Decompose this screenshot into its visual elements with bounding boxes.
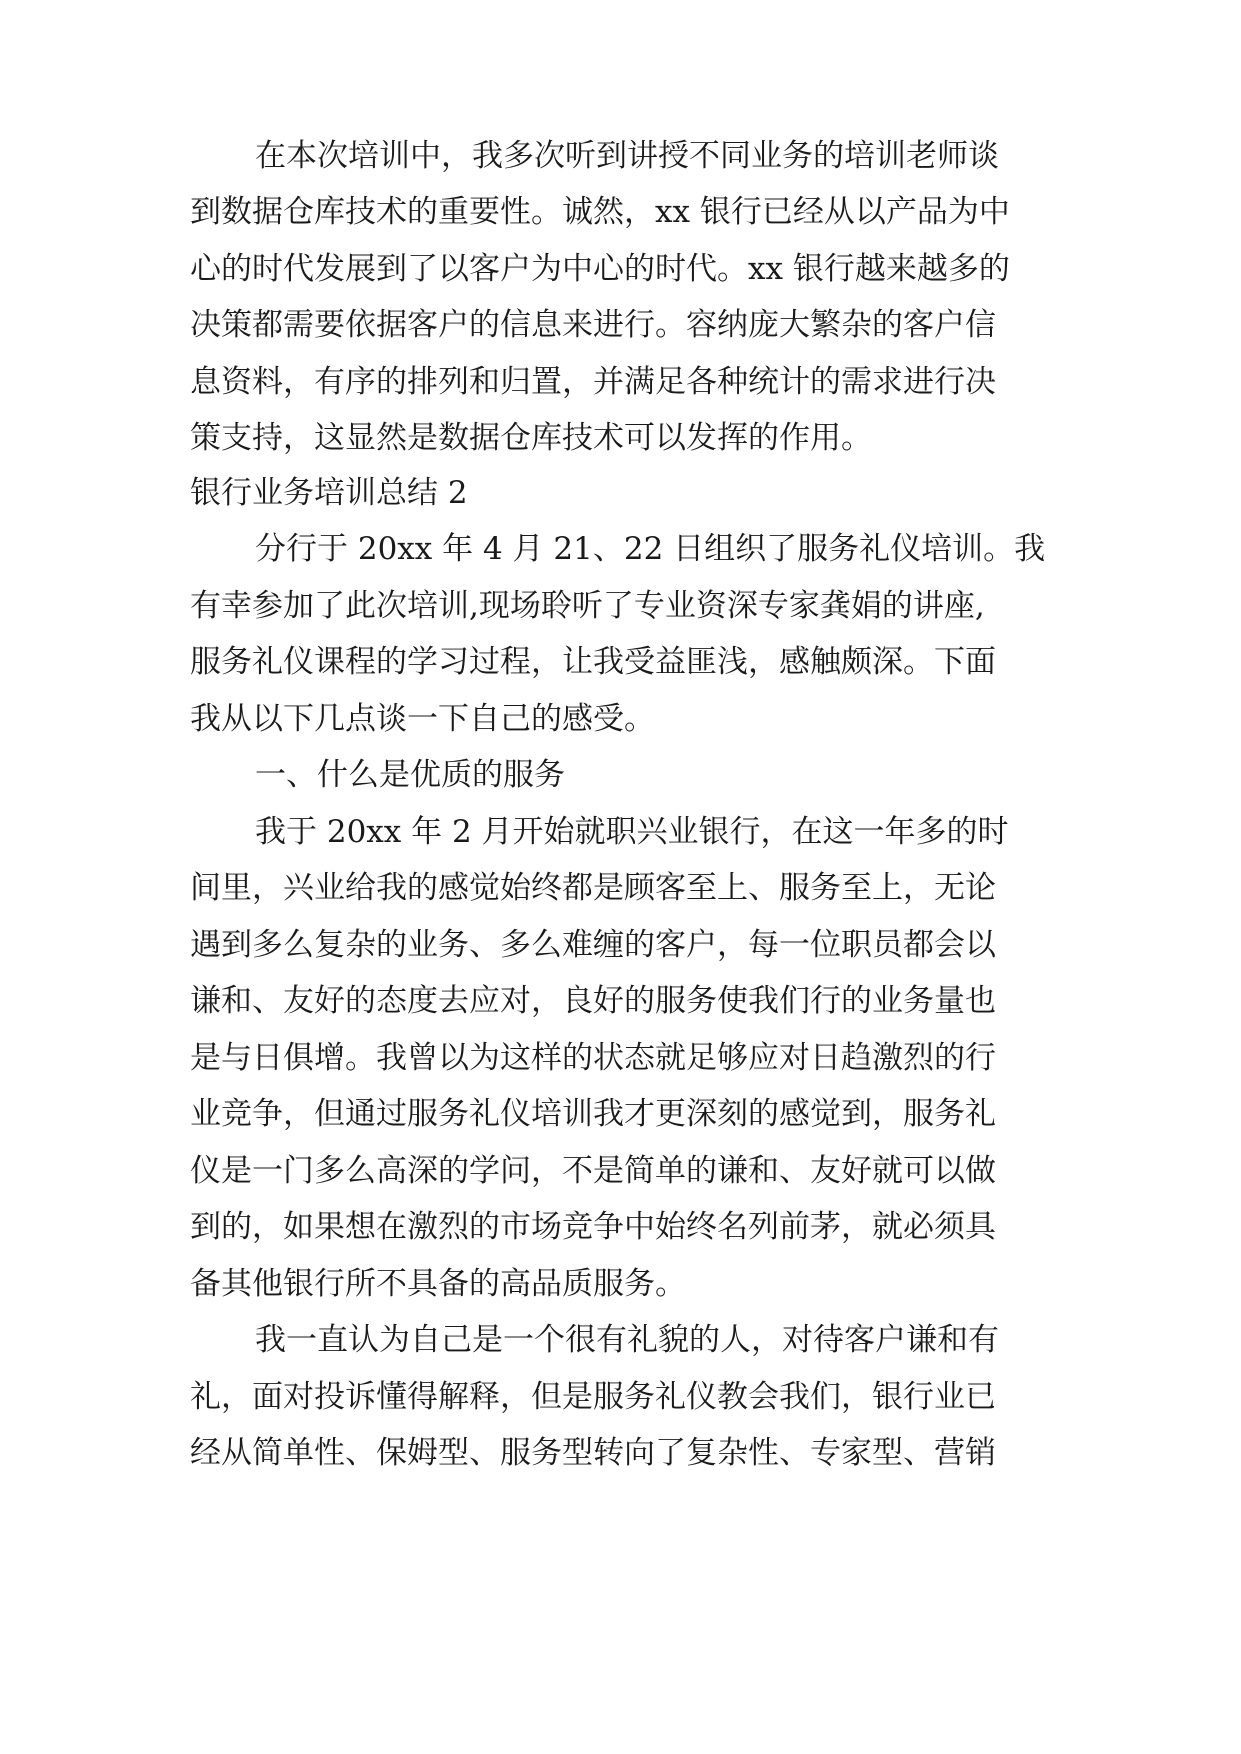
- paragraph-line: 仪是一门多么高深的学问，不是简单的谦和、友好就可以做: [190, 1153, 996, 1189]
- paragraph-line: 在本次培训中，我多次听到讲授不同业务的培训老师谈: [255, 138, 999, 174]
- subheading: 一、什么是优质的服务: [255, 757, 565, 793]
- paragraph-line: 我从以下几点谈一下自己的感受。: [190, 701, 655, 737]
- paragraph-line: 间里，兴业给我的感觉始终都是顾客至上、服务至上，无论: [190, 870, 996, 906]
- paragraph-line: 业竞争，但通过服务礼仪培训我才更深刻的感觉到，服务礼: [190, 1096, 996, 1132]
- paragraph-line: 服务礼仪课程的学习过程，让我受益匪浅，感触颇深。下面: [190, 644, 996, 680]
- paragraph-line: 到的，如果想在激烈的市场竞争中始终名列前茅，就必须具: [190, 1209, 996, 1245]
- paragraph-line: 备其他银行所不具备的高品质服务。: [190, 1266, 686, 1302]
- paragraph-line: 心的时代发展到了以客户为中心的时代。xx 银行越来越多的: [190, 251, 1010, 287]
- paragraph-line: 谦和、友好的态度去应对，良好的服务使我们行的业务量也: [190, 983, 996, 1019]
- paragraph-line: 遇到多么复杂的业务、多么难缠的客户，每一位职员都会以: [190, 927, 996, 963]
- paragraph-line: 是与日俱增。我曾以为这样的状态就足够应对日趋激烈的行: [190, 1040, 996, 1076]
- section-heading: 银行业务培训总结 2: [190, 475, 468, 511]
- paragraph-line: 经从简单性、保姆型、服务型转向了复杂性、专家型、营销: [190, 1435, 996, 1471]
- paragraph-line: 到数据仓库技术的重要性。诚然，xx 银行已经从以产品为中: [190, 194, 1010, 230]
- paragraph-line: 策支持，这显然是数据仓库技术可以发挥的作用。: [190, 420, 872, 456]
- paragraph-line: 礼，面对投诉懂得解释，但是服务礼仪教会我们，银行业已: [190, 1379, 996, 1415]
- paragraph-line: 分行于 20xx 年 4 月 21、22 日组织了服务礼仪培训。我: [255, 531, 1046, 567]
- paragraph-line: 有幸参加了此次培训,现场聆听了专业资深专家龚娟的讲座,: [190, 588, 985, 624]
- paragraph-line: 决策都需要依据客户的信息来进行。容纳庞大繁杂的客户信: [190, 307, 996, 343]
- paragraph-line: 我一直认为自己是一个很有礼貌的人，对待客户谦和有: [255, 1322, 999, 1358]
- paragraph-line: 我于 20xx 年 2 月开始就职兴业银行，在这一年多的时: [255, 814, 1009, 850]
- paragraph-line: 息资料，有序的排列和归置，并满足各种统计的需求进行决: [190, 364, 996, 400]
